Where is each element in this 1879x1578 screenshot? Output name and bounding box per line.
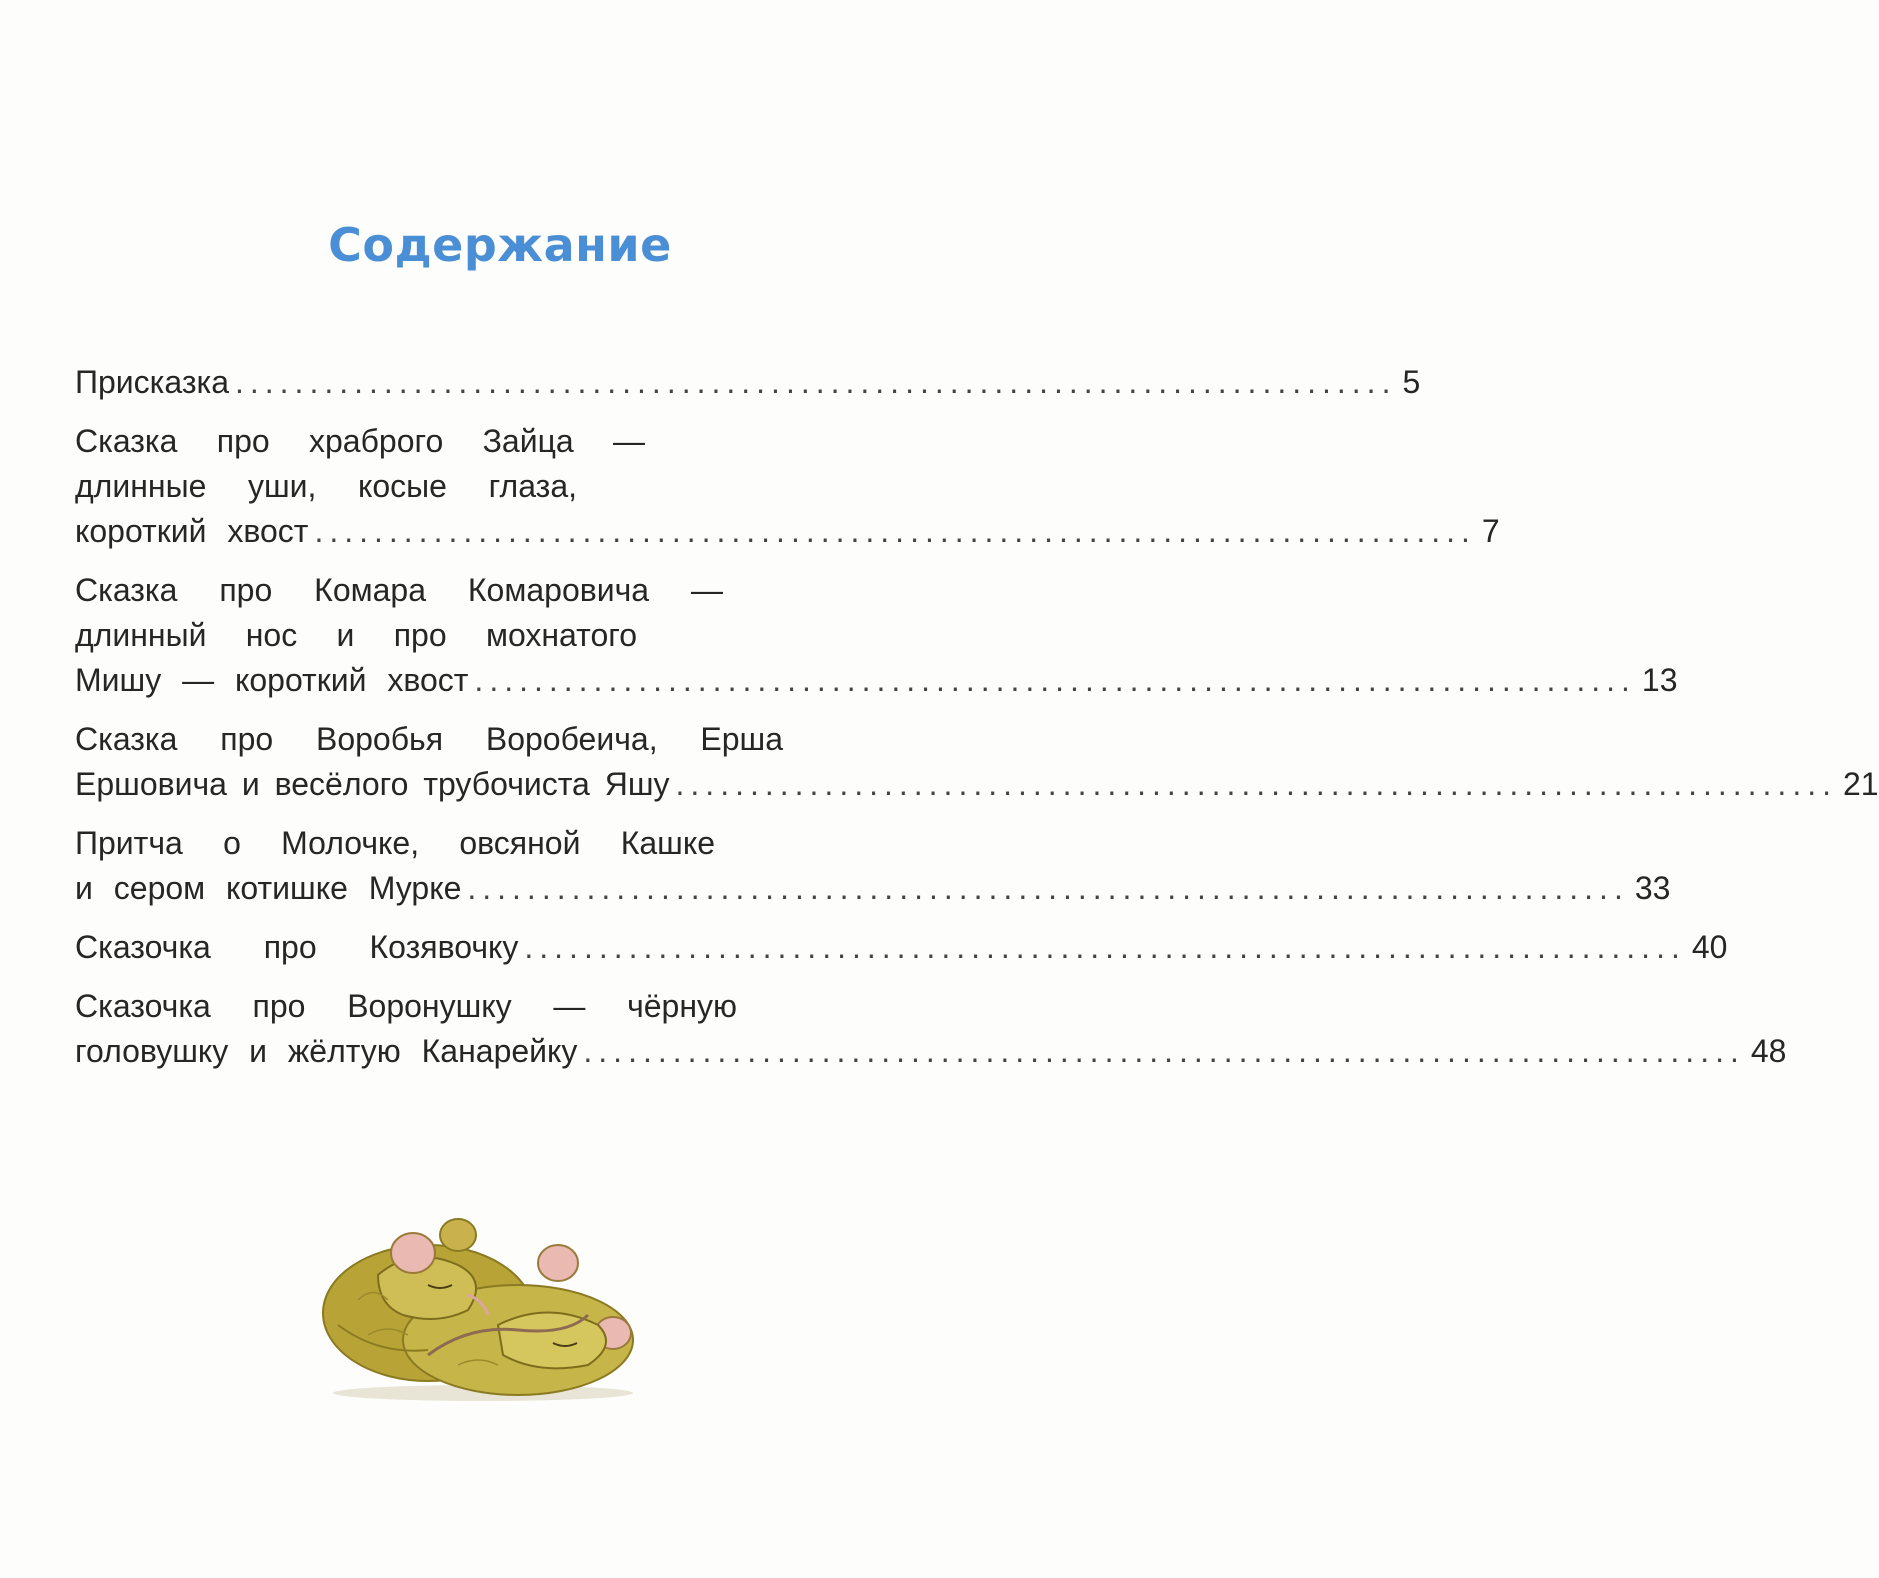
toc-entry-7[interactable] [75,984,1787,1074]
leader-dots: .............................................................................. [314,513,1476,549]
toc-page-number: 13 [1641,662,1678,698]
toc-entry-title: короткий хвост [75,513,309,549]
ear-icon [391,1233,435,1273]
toc-page-number: 21 [1842,766,1879,802]
toc-entry-line [75,658,1678,703]
toc-entry-line: длинные уши, косые глаза, [75,468,577,504]
toc-entry-6[interactable] [75,925,1728,970]
toc-entry-line: длинный нос и про мохнатого [75,617,637,653]
toc-entry-title: головушку и жёлтую Канарейку [75,1033,578,1069]
toc-page-number: 48 [1750,1033,1787,1069]
toc-entry-line [75,1029,1787,1074]
toc-entry-line: Сказка про храброго Зайца — [75,423,645,459]
leader-dots: .............................................................................. [234,364,1397,400]
leader-dots: .............................................................................. [675,766,1837,802]
toc-page-number: 40 [1691,929,1728,965]
leader-dots: .............................................................................. [524,929,1686,965]
leader-dots: .............................................................................. [583,1033,1745,1069]
toc-entry-line: Притча о Молочке, овсяной Кашке [75,825,715,861]
toc-entry-line: Сказочка про Воронушку — чёрную [75,988,737,1024]
toc-entry-line [75,762,1879,807]
toc-entry-line: Сказка про Комара Комаровича — [75,572,723,608]
leader-dots: .............................................................................. [474,662,1636,698]
toc-entry-line [75,866,1671,911]
toc-entry-title: Присказка [75,364,229,400]
toc-entry-title: Мишу — короткий хвост [75,662,469,698]
toc-entry-title: и сером котишке Мурке [75,870,462,906]
table-of-contents [75,360,1879,1088]
toc-page-number: 5 [1402,364,1421,400]
toc-entry-4[interactable] [75,717,1879,807]
sleeping-mice-illustration [318,1205,648,1405]
toc-entry-2[interactable] [75,419,1500,554]
toc-page-number: 7 [1481,513,1500,549]
toc-page-number: 33 [1634,870,1671,906]
ear-icon [538,1245,578,1281]
toc-entry-1[interactable] [75,360,1421,405]
toc-entry-line [75,925,1728,970]
contents-title: Содержание [328,218,672,272]
toc-entry-line [75,360,1421,405]
toc-entry-line: Сказка про Воробья Воробеича, Ерша [75,721,783,757]
toc-entry-3[interactable] [75,568,1678,703]
toc-entry-line [75,509,1500,554]
toc-entry-title: Ершовича и весёлого трубочиста Яшу [75,766,670,802]
leader-dots: .............................................................................. [467,870,1629,906]
toc-entry-5[interactable] [75,821,1671,911]
toc-entry-title: Сказочка про Козявочку [75,929,519,965]
